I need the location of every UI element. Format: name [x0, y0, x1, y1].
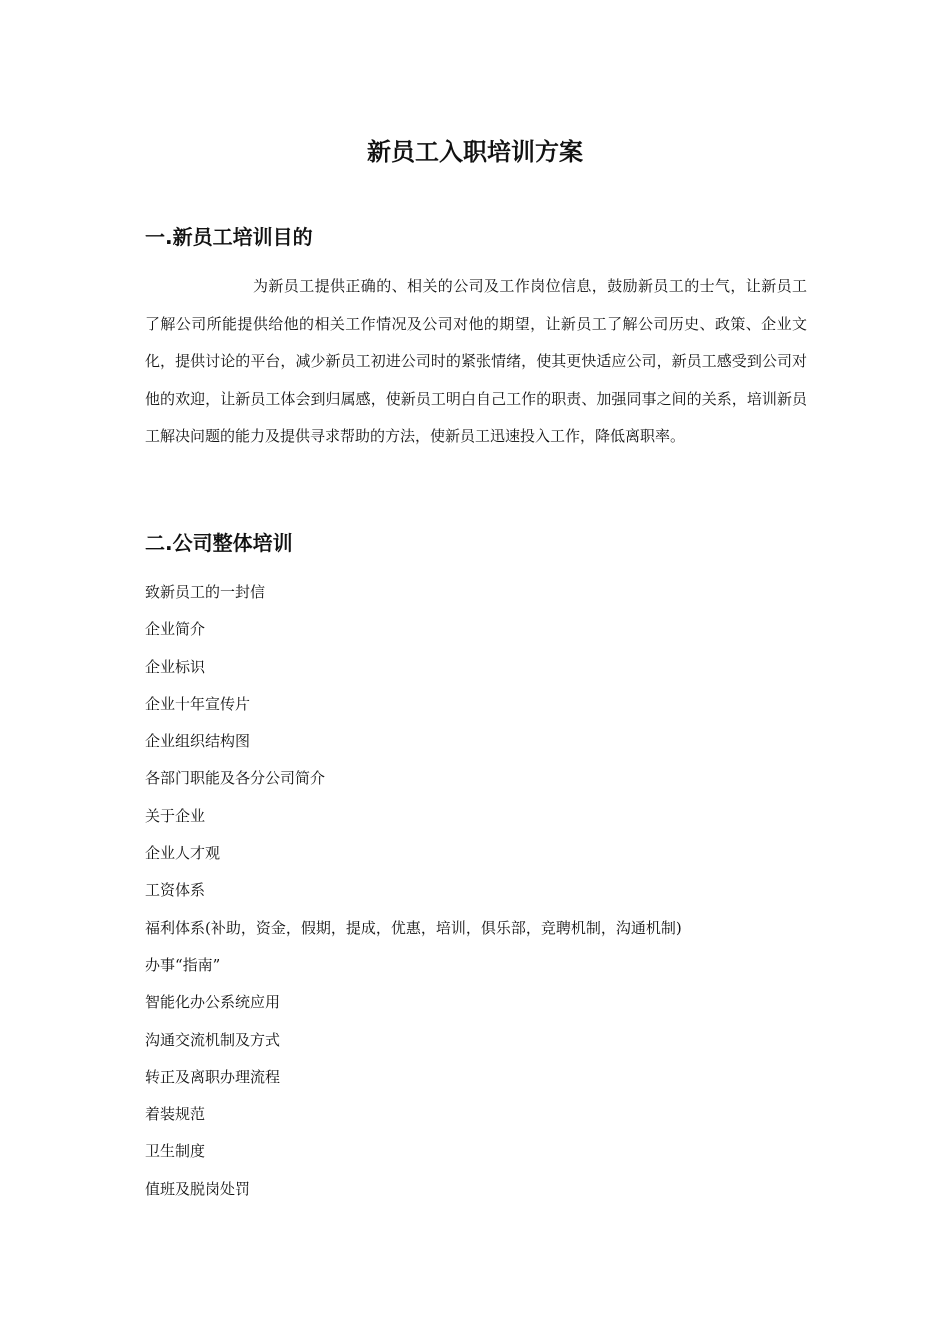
- list-item: 转正及离职办理流程: [145, 1067, 281, 1086]
- section-heading-training-purpose: 一.新员工培训目的: [145, 225, 313, 249]
- list-item: 企业简介: [145, 620, 206, 639]
- list-item: 企业十年宣传片: [145, 694, 251, 713]
- list-item: 各部门职能及各分公司简介: [145, 769, 326, 788]
- list-item: 福利体系(补助，资金，假期，提成，优惠，培训，俱乐部，竞聘机制，沟通机制): [145, 918, 682, 937]
- list-item: 企业组织结构图: [145, 732, 251, 751]
- list-item: 着装规范: [145, 1105, 206, 1124]
- list-item: 工资体系: [145, 881, 206, 900]
- list-item: 沟通交流机制及方式: [145, 1030, 281, 1049]
- list-item: 智能化办公系统应用: [145, 993, 281, 1012]
- page-title: 新员工入职培训方案: [367, 138, 583, 166]
- list-item: 值班及脱岗处罚: [145, 1179, 251, 1198]
- list-item: 企业标识: [145, 657, 206, 676]
- list-item: 致新员工的一封信: [145, 583, 266, 601]
- training-purpose-paragraph: 为新员工提供正确的、相关的公司及工作岗位信息，鼓励新员工的士气，让新员工了解公司所能提供给他的相关工作情况及公司对他的期望，让新员工了解公司历史、政策、企业文化，提供讨论的平台，减少新员工初进公司时的紧张情绪，使其更快适应公司，新员工感受到公司对他的欢迎，让新员工体会到归属感，使新员工明白自己工作的职责、加强同事之间的关系，培训新员工解决问题的能力及提供寻求帮助的方法，使新员工迅速投入工作，降低离职率。: [145, 277, 807, 445]
- list-item: 企业人才观: [145, 844, 221, 863]
- list-item: 办事“指南”: [145, 955, 221, 974]
- section-heading-company-training: 二.公司整体培训: [145, 531, 293, 555]
- company-training-list: [145, 574, 682, 1208]
- list-item: 卫生制度: [145, 1142, 206, 1161]
- list-item: 关于企业: [145, 806, 206, 825]
